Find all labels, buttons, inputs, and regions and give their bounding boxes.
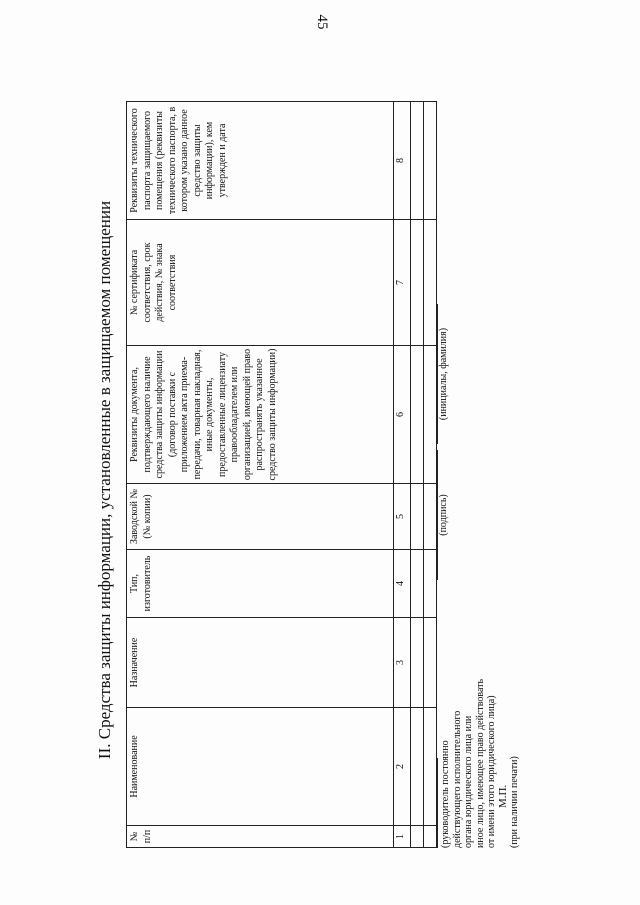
- page-number: 45: [314, 14, 330, 30]
- table-row: [424, 102, 437, 848]
- column-number: 4: [394, 550, 411, 618]
- header-cell-purpose: Назначение: [127, 618, 394, 708]
- table-cell: [411, 346, 424, 484]
- signer-line-text: действующего исполнительного: [451, 710, 463, 848]
- header-cell-name: Наименование: [127, 708, 394, 826]
- table-cell: [424, 618, 437, 708]
- header-cell-certificate: № сертификата соответствия, срок действия, № знака соответствия: [127, 220, 394, 346]
- table-row: [411, 102, 424, 848]
- column-number: 2: [394, 708, 411, 826]
- table-cell: [411, 102, 424, 220]
- table-cell: [424, 826, 437, 848]
- header-cell-document: Реквизиты документа, подтверждающего наличие средства защиты информации (договор поставки с приложением акта приема-передачи, товарная накладная, иные документы, предоставленные лицензиату правообладателем или организацией, имеющей право распространять указанное средство защиты информации): [127, 346, 394, 484]
- header-cell-passport: Реквизиты технического паспорта защищаемого помещения (реквизиты технического паспорта, в котором указано данное средство защиты информации), кем утвержден и дата: [127, 102, 394, 220]
- table-cell: [411, 826, 424, 848]
- table-cell: [411, 618, 424, 708]
- signer-line-text: от имени этого юридического лица): [486, 695, 497, 848]
- table-cell: [424, 484, 437, 550]
- column-number: 3: [394, 618, 411, 708]
- security-means-table: [126, 101, 437, 848]
- stamp-note: (при наличии печати): [509, 756, 520, 848]
- table-cell: [411, 708, 424, 826]
- column-number: 5: [394, 484, 411, 550]
- header-cell-number: № п/п: [127, 826, 394, 848]
- rotated-sheet: [90, 100, 520, 860]
- header-cell-type: Тип, изготовитель: [127, 550, 394, 618]
- table-cell: [424, 708, 437, 826]
- section-title: II. Средства защиты информации, установленные в защищаемом помещении: [95, 200, 114, 760]
- table-cell: [424, 550, 437, 618]
- column-number: 1: [394, 826, 411, 848]
- signer-line-text: органа юридического лица или: [463, 715, 474, 848]
- table-cell: [411, 220, 424, 346]
- signature-caption: (подпись): [437, 450, 450, 580]
- table-header-row: [127, 102, 394, 848]
- table-cell: [424, 220, 437, 346]
- table-cell: [424, 102, 437, 220]
- column-number: 8: [394, 102, 411, 220]
- table-cell: [411, 550, 424, 618]
- table-cell: [424, 346, 437, 484]
- column-number-row: [394, 102, 411, 848]
- column-number: 6: [394, 346, 411, 484]
- signer-line-text: (руководитель постоянно: [440, 740, 451, 848]
- header-cell-serial: Заводской № (№ копии): [127, 484, 394, 550]
- table-cell: [411, 484, 424, 550]
- name-caption: (инициалы, фамилия): [437, 304, 450, 444]
- signer-description: [437, 588, 521, 848]
- column-number: 7: [394, 220, 411, 346]
- signer-line-text: иное лицо, имеющее право действовать: [474, 678, 486, 848]
- signature-block: [437, 102, 520, 848]
- stamp-label: М.П.: [496, 784, 509, 808]
